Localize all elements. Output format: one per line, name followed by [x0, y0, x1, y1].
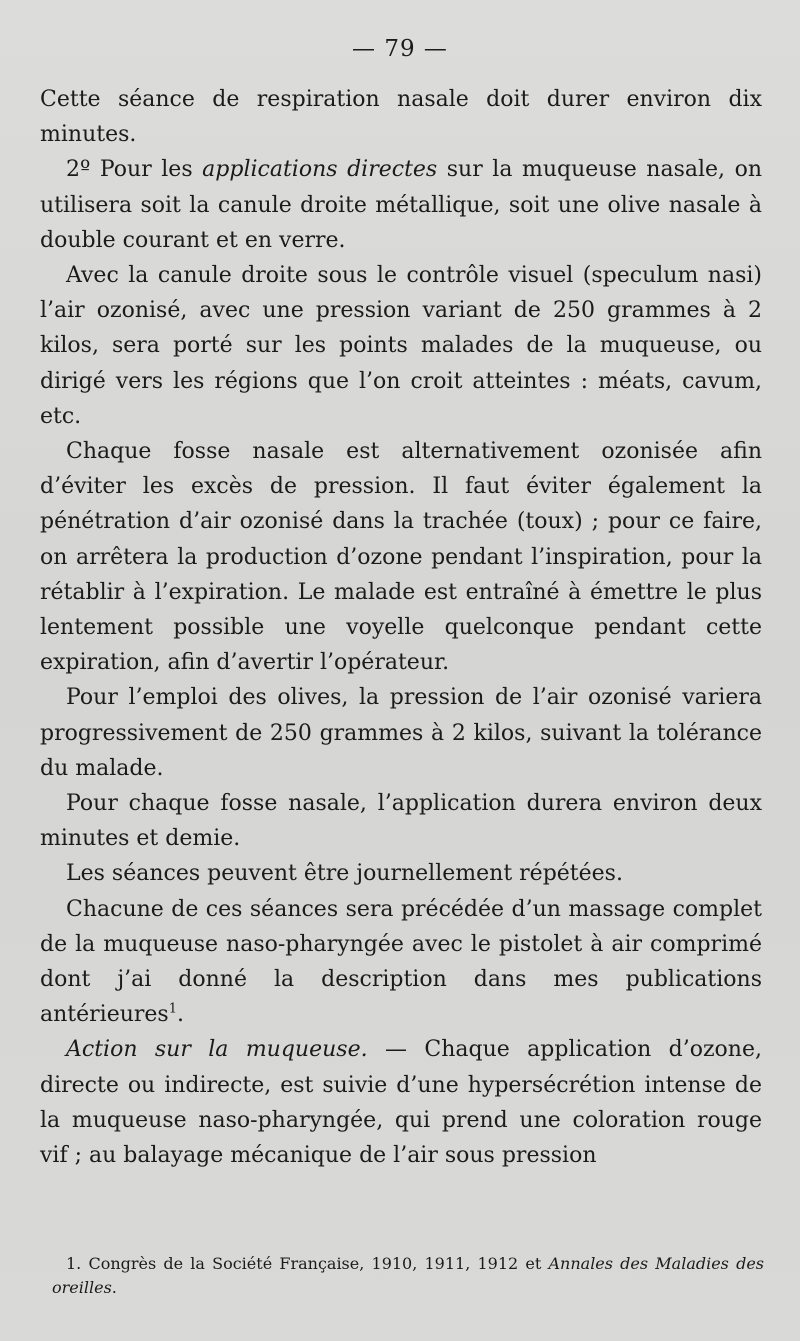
section-heading-inline: Action sur la muqueuse. [66, 1037, 368, 1063]
paragraph-2-emphasis: applications directes [202, 157, 438, 183]
paragraph-3: Avec la canule droite sous le contrôle visuel (speculum nasi) l’air ozonisé, avec une pression variant de 250 grammes à 2 kilos, sera porté sur les points malades de la muqueuse, ou dirigé vers les régions que l’on croit atteintes : méats, cavum, etc. [40, 263, 762, 429]
main-text [40, 82, 762, 1173]
paragraph-7: Les séances peuvent être journellement répétées. [66, 861, 623, 887]
paragraph-5: Pour l’emploi des olives, la pression de l’air ozonisé variera progressivement de 250 grammes à 2 kilos, suivant la tolérance du malade. [40, 685, 762, 781]
paragraph-2-prefix: 2º Pour les [66, 157, 203, 183]
paragraph-1: Cette séance de respiration nasale doit durer environ dix minutes. [40, 87, 762, 148]
paragraph-9 [40, 1032, 762, 1173]
paragraph-2-rest: sur la muqueuse nasale, on utilisera soit la canule droite métallique, soit une olive nasale à double courant et en verre. [40, 157, 762, 253]
paragraph-6: Pour chaque fosse nasale, l’application durera environ deux minutes et demie. [40, 791, 762, 852]
paragraph-9-rest: — Chaque application d’ozone, directe ou indirecte, est suivie d’une hypersécrétion intense de la muqueuse naso-pharyngée, qui prend une coloration rouge vif ; au balayage mécanique de l’air sous pression [40, 1037, 762, 1169]
footnote-reference: 1 [168, 1001, 177, 1017]
paragraph-2 [40, 152, 762, 258]
paragraph-8-text: Chacune de ces séances sera précédée d’un massage complet de la muqueuse naso-pharyngée avec le pistolet à air comprimé dont j’ai donné la description dans mes publications antérieures [40, 896, 762, 1028]
footnote [52, 1252, 764, 1300]
footnote-end: . [111, 1278, 117, 1297]
paragraph-8-end: . [177, 1002, 184, 1028]
paragraph-8 [40, 892, 762, 1033]
footnote-marker: 1. [66, 1254, 89, 1273]
page-number: — 79 — [352, 36, 448, 62]
paragraph-4: Chaque fosse nasale est alternativement ozonisée afin d’éviter les excès de pression. Il faut éviter également la pénétration d’air ozonisé dans la trachée (toux) ; pour ce faire, on arrêtera la production d’ozone pendant l’inspiration, pour la rétablir à l’expiration. Le malade est entraîné à émettre le plus lentement possible une voyelle quelconque pendant cette expiration, afin d’avertir l’opérateur. [40, 439, 762, 676]
footnote-text: Congrès de la Société Française, 1910, 1911, 1912 et [88, 1254, 549, 1273]
footnote-journal-title: Annales des Maladies des oreilles [52, 1254, 764, 1297]
